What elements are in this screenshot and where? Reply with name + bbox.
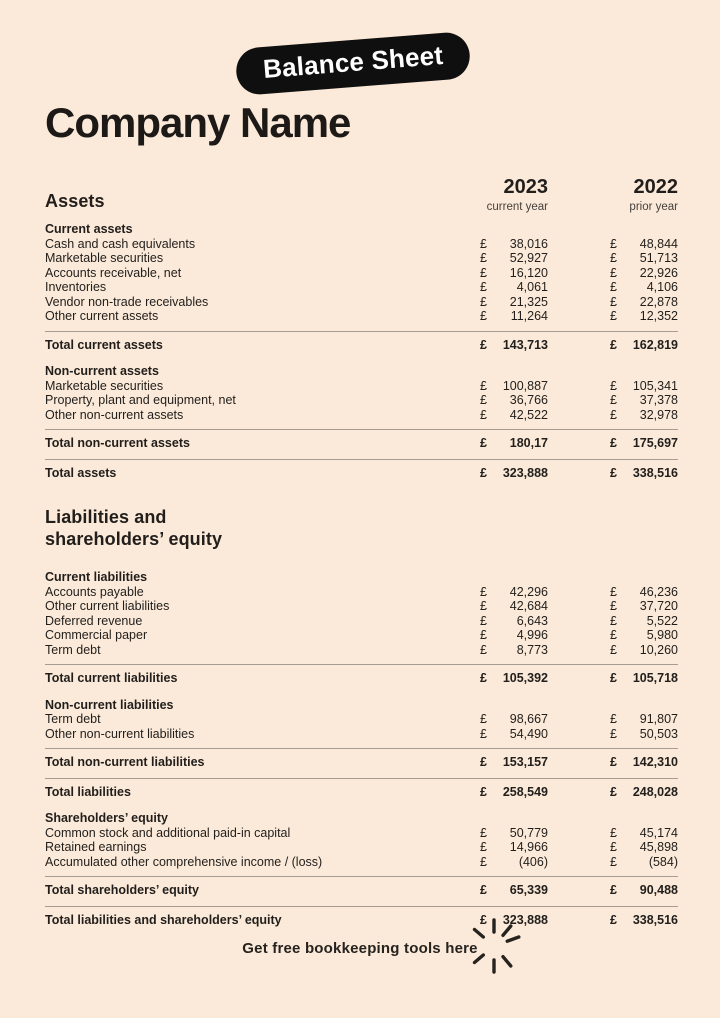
total-row bbox=[45, 331, 678, 354]
line-item-row bbox=[45, 727, 678, 742]
value-current-year bbox=[480, 840, 548, 855]
liabilities-equity-section bbox=[45, 506, 678, 928]
currency-symbol: £ bbox=[480, 613, 487, 628]
group-header: Shareholders’ equity bbox=[45, 811, 168, 825]
line-item-label: Accumulated other comprehensive income / (loss) bbox=[45, 854, 323, 869]
total-label: Total liabilities bbox=[45, 784, 131, 799]
currency-symbol: £ bbox=[480, 436, 487, 450]
statement-body bbox=[45, 176, 678, 928]
amount: 8,773 bbox=[516, 642, 548, 657]
prior-year-sublabel: prior year bbox=[629, 201, 678, 213]
value-current-year bbox=[480, 466, 548, 481]
currency-symbol: £ bbox=[610, 628, 617, 642]
line-item-row bbox=[45, 266, 678, 281]
group-header: Current liabilities bbox=[45, 570, 148, 584]
total-row bbox=[45, 429, 678, 452]
value-prior-year bbox=[610, 338, 678, 353]
currency-symbol: £ bbox=[480, 407, 487, 422]
group-header: Non-current assets bbox=[45, 364, 159, 378]
section-title-liabilities bbox=[45, 506, 678, 551]
currency-symbol: £ bbox=[480, 628, 487, 642]
amount: 21,325 bbox=[509, 294, 548, 309]
amount: 42,296 bbox=[509, 584, 548, 599]
line-item-label: Inventories bbox=[45, 280, 107, 294]
amount: 90,488 bbox=[639, 883, 678, 897]
group-header: Non-current liabilities bbox=[45, 697, 174, 712]
value-prior-year bbox=[610, 727, 678, 742]
currency-symbol: £ bbox=[610, 337, 617, 352]
value-prior-year bbox=[610, 466, 678, 481]
currency-symbol: £ bbox=[480, 825, 487, 840]
amount: 338,516 bbox=[632, 912, 678, 927]
currency-symbol: £ bbox=[480, 854, 487, 869]
currency-symbol: £ bbox=[610, 294, 617, 309]
amount: 37,720 bbox=[639, 599, 678, 613]
value-prior-year bbox=[610, 712, 678, 727]
amount: 52,927 bbox=[509, 251, 548, 265]
value-current-year bbox=[480, 855, 548, 870]
amount: 323,888 bbox=[502, 912, 548, 927]
value-current-year bbox=[480, 614, 548, 629]
total-label: Total current liabilities bbox=[45, 671, 178, 685]
total-label: Total assets bbox=[45, 465, 117, 480]
value-prior-year bbox=[610, 309, 678, 324]
currency-symbol: £ bbox=[610, 912, 617, 927]
assets-section bbox=[45, 176, 678, 481]
value-current-year bbox=[480, 408, 548, 423]
currency-symbol: £ bbox=[610, 436, 617, 450]
value-prior-year bbox=[610, 237, 678, 252]
value-prior-year bbox=[610, 755, 678, 770]
value-prior-year bbox=[610, 913, 678, 928]
currency-symbol: £ bbox=[610, 712, 617, 726]
line-item-row bbox=[45, 280, 678, 295]
current-year-sublabel: current year bbox=[486, 201, 548, 213]
amount: 37,378 bbox=[639, 393, 678, 407]
line-item-label: Accounts receivable, net bbox=[45, 265, 182, 280]
currency-symbol: £ bbox=[480, 280, 487, 294]
badge-label: Balance Sheet bbox=[261, 39, 445, 85]
currency-symbol: £ bbox=[610, 599, 617, 613]
total-label: Total non-current liabilities bbox=[45, 755, 205, 769]
value-prior-year bbox=[610, 251, 678, 266]
amount: 105,341 bbox=[632, 378, 678, 393]
value-current-year bbox=[480, 266, 548, 281]
amount: 4,061 bbox=[516, 280, 548, 294]
currency-symbol: £ bbox=[610, 854, 617, 869]
line-item-row bbox=[45, 393, 678, 408]
currency-symbol: £ bbox=[610, 236, 617, 251]
balance-sheet-badge bbox=[235, 31, 472, 96]
currency-symbol: £ bbox=[480, 465, 487, 480]
value-current-year bbox=[480, 280, 548, 295]
amount: 4,996 bbox=[516, 628, 548, 642]
value-current-year bbox=[480, 785, 548, 800]
value-prior-year bbox=[610, 628, 678, 643]
line-item-label: Other current liabilities bbox=[45, 599, 170, 613]
amount: 5,980 bbox=[646, 628, 678, 642]
line-item-row bbox=[45, 309, 678, 324]
amount: 338,516 bbox=[632, 465, 678, 480]
line-item-row bbox=[45, 712, 678, 727]
currency-symbol: £ bbox=[610, 378, 617, 393]
amount: 175,697 bbox=[632, 436, 678, 450]
currency-symbol: £ bbox=[610, 465, 617, 480]
line-item-label: Common stock and additional paid-in capital bbox=[45, 825, 291, 840]
amount: 32,978 bbox=[639, 407, 678, 422]
currency-symbol: £ bbox=[480, 265, 487, 280]
value-current-year bbox=[480, 436, 548, 451]
value-prior-year bbox=[610, 855, 678, 870]
amount: 180,17 bbox=[509, 436, 548, 450]
value-prior-year bbox=[610, 280, 678, 295]
year-2023-label: 2023 bbox=[503, 176, 548, 198]
company-name-title: Company Name bbox=[45, 99, 351, 146]
currency-symbol: £ bbox=[480, 840, 487, 854]
section-title-assets: Assets bbox=[45, 191, 105, 211]
value-prior-year bbox=[610, 585, 678, 600]
year-2022-label: 2022 bbox=[633, 176, 678, 198]
line-item-label: Accounts payable bbox=[45, 584, 144, 599]
amount: 258,549 bbox=[502, 784, 548, 799]
line-item-row bbox=[45, 379, 678, 394]
value-current-year bbox=[480, 585, 548, 600]
amount: 10,260 bbox=[639, 642, 678, 657]
value-prior-year bbox=[610, 295, 678, 310]
amount: 142,310 bbox=[632, 755, 678, 769]
currency-symbol: £ bbox=[480, 309, 487, 323]
amount: 42,522 bbox=[509, 407, 548, 422]
footer-cta-link[interactable]: Get free bookkeeping tools here bbox=[242, 940, 478, 957]
value-prior-year bbox=[610, 826, 678, 841]
line-item-row bbox=[45, 408, 678, 423]
currency-symbol: £ bbox=[480, 251, 487, 265]
amount: 16,120 bbox=[509, 265, 548, 280]
amount: 323,888 bbox=[502, 465, 548, 480]
amount: 100,887 bbox=[502, 378, 548, 393]
assets-section-header bbox=[45, 176, 678, 213]
assets-rows bbox=[45, 222, 678, 481]
total-row bbox=[45, 778, 678, 801]
amount: 98,667 bbox=[509, 712, 548, 726]
value-current-year bbox=[480, 393, 548, 408]
value-current-year bbox=[480, 251, 548, 266]
currency-symbol: £ bbox=[610, 613, 617, 628]
currency-symbol: £ bbox=[610, 825, 617, 840]
column-header-current-year bbox=[480, 176, 548, 213]
amount: 50,503 bbox=[639, 726, 678, 741]
value-current-year bbox=[480, 379, 548, 394]
amount: 5,522 bbox=[646, 613, 678, 628]
value-current-year bbox=[480, 295, 548, 310]
currency-symbol: £ bbox=[480, 236, 487, 251]
amount: 162,819 bbox=[632, 337, 678, 352]
line-item-label: Other current assets bbox=[45, 309, 159, 323]
line-item-label: Deferred revenue bbox=[45, 613, 143, 628]
amount: 38,016 bbox=[509, 236, 548, 251]
currency-symbol: £ bbox=[480, 912, 487, 927]
line-item-label: Property, plant and equipment, net bbox=[45, 393, 236, 407]
column-header-prior-year bbox=[610, 176, 678, 213]
line-item-label: Other non-current liabilities bbox=[45, 726, 195, 741]
value-current-year bbox=[480, 237, 548, 252]
currency-symbol: £ bbox=[480, 712, 487, 726]
currency-symbol: £ bbox=[610, 251, 617, 265]
value-prior-year bbox=[610, 266, 678, 281]
value-current-year bbox=[480, 755, 548, 770]
amount: 45,898 bbox=[639, 840, 678, 854]
liabilities-equity-rows bbox=[45, 570, 678, 928]
total-label: Total liabilities and shareholders’ equity bbox=[45, 912, 282, 927]
total-row bbox=[45, 664, 678, 687]
value-current-year bbox=[480, 309, 548, 324]
value-current-year bbox=[480, 883, 548, 898]
amount: 6,643 bbox=[516, 613, 548, 628]
value-current-year bbox=[480, 826, 548, 841]
amount: 22,878 bbox=[639, 294, 678, 309]
amount: 36,766 bbox=[509, 393, 548, 407]
value-prior-year bbox=[610, 840, 678, 855]
currency-symbol: £ bbox=[480, 883, 487, 897]
currency-symbol: £ bbox=[610, 726, 617, 741]
amount: (406) bbox=[518, 854, 548, 869]
value-current-year bbox=[480, 599, 548, 614]
section-title-line-1: Liabilities and bbox=[45, 507, 167, 527]
amount: 105,392 bbox=[502, 671, 548, 685]
total-row bbox=[45, 748, 678, 771]
currency-symbol: £ bbox=[480, 378, 487, 393]
value-prior-year bbox=[610, 614, 678, 629]
value-prior-year bbox=[610, 883, 678, 898]
amount: 46,236 bbox=[639, 584, 678, 599]
total-row bbox=[45, 459, 678, 482]
currency-symbol: £ bbox=[480, 784, 487, 799]
currency-symbol: £ bbox=[480, 642, 487, 657]
line-item-row bbox=[45, 628, 678, 643]
line-item-row bbox=[45, 237, 678, 252]
line-item-row bbox=[45, 251, 678, 266]
currency-symbol: £ bbox=[480, 755, 487, 769]
liabilities-section-header bbox=[45, 506, 678, 551]
currency-symbol: £ bbox=[480, 599, 487, 613]
amount: 4,106 bbox=[646, 280, 678, 294]
line-item-row bbox=[45, 614, 678, 629]
footer bbox=[0, 940, 720, 958]
line-item-label: Commercial paper bbox=[45, 628, 148, 642]
amount: 12,352 bbox=[639, 309, 678, 323]
currency-symbol: £ bbox=[480, 584, 487, 599]
value-current-year bbox=[480, 338, 548, 353]
value-prior-year bbox=[610, 643, 678, 658]
value-current-year bbox=[480, 628, 548, 643]
currency-symbol: £ bbox=[610, 671, 617, 685]
value-current-year bbox=[480, 671, 548, 686]
currency-symbol: £ bbox=[480, 671, 487, 685]
amount: 91,807 bbox=[639, 712, 678, 726]
amount: 22,926 bbox=[639, 265, 678, 280]
line-item-row bbox=[45, 599, 678, 614]
value-current-year bbox=[480, 643, 548, 658]
line-item-label: Term debt bbox=[45, 712, 101, 726]
currency-symbol: £ bbox=[610, 265, 617, 280]
value-prior-year bbox=[610, 785, 678, 800]
total-label: Total shareholders’ equity bbox=[45, 883, 199, 897]
value-prior-year bbox=[610, 599, 678, 614]
total-row bbox=[45, 906, 678, 929]
value-prior-year bbox=[610, 379, 678, 394]
line-item-row bbox=[45, 585, 678, 600]
value-prior-year bbox=[610, 436, 678, 451]
amount: 45,174 bbox=[639, 825, 678, 840]
currency-symbol: £ bbox=[610, 642, 617, 657]
line-item-label: Cash and cash equivalents bbox=[45, 236, 196, 251]
line-item-label: Marketable securities bbox=[45, 378, 164, 393]
amount: 42,684 bbox=[509, 599, 548, 613]
currency-symbol: £ bbox=[480, 393, 487, 407]
currency-symbol: £ bbox=[610, 840, 617, 854]
currency-symbol: £ bbox=[480, 337, 487, 352]
group-header: Current assets bbox=[45, 222, 133, 236]
line-item-row bbox=[45, 840, 678, 855]
amount: (584) bbox=[648, 854, 678, 869]
amount: 14,966 bbox=[509, 840, 548, 854]
total-label: Total non-current assets bbox=[45, 436, 190, 450]
amount: 48,844 bbox=[639, 236, 678, 251]
sparkle-burst-icon bbox=[464, 916, 524, 976]
currency-symbol: £ bbox=[610, 280, 617, 294]
amount: 54,490 bbox=[509, 726, 548, 741]
line-item-row bbox=[45, 826, 678, 841]
currency-symbol: £ bbox=[610, 883, 617, 897]
line-item-row bbox=[45, 855, 678, 870]
value-prior-year bbox=[610, 393, 678, 408]
amount: 65,339 bbox=[509, 883, 548, 897]
total-label: Total current assets bbox=[45, 337, 163, 352]
currency-symbol: £ bbox=[610, 309, 617, 323]
amount: 143,713 bbox=[502, 337, 548, 352]
value-current-year bbox=[480, 712, 548, 727]
currency-symbol: £ bbox=[480, 294, 487, 309]
currency-symbol: £ bbox=[610, 784, 617, 799]
currency-symbol: £ bbox=[480, 726, 487, 741]
amount: 51,713 bbox=[639, 251, 678, 265]
line-item-row bbox=[45, 295, 678, 310]
line-item-label: Other non-current assets bbox=[45, 407, 184, 422]
currency-symbol: £ bbox=[610, 393, 617, 407]
section-title-line-2: shareholders’ equity bbox=[45, 529, 223, 549]
line-item-label: Vendor non-trade receivables bbox=[45, 294, 209, 309]
amount: 11,264 bbox=[510, 309, 548, 323]
amount: 50,779 bbox=[509, 825, 548, 840]
line-item-row bbox=[45, 643, 678, 658]
value-prior-year bbox=[610, 408, 678, 423]
value-current-year bbox=[480, 727, 548, 742]
line-item-label: Term debt bbox=[45, 642, 101, 657]
amount: 153,157 bbox=[502, 755, 548, 769]
line-item-label: Marketable securities bbox=[45, 251, 164, 265]
total-row bbox=[45, 876, 678, 899]
currency-symbol: £ bbox=[610, 755, 617, 769]
currency-symbol: £ bbox=[610, 407, 617, 422]
currency-symbol: £ bbox=[610, 584, 617, 599]
amount: 105,718 bbox=[632, 671, 678, 685]
amount: 248,028 bbox=[632, 784, 678, 799]
line-item-label: Retained earnings bbox=[45, 840, 147, 854]
value-prior-year bbox=[610, 671, 678, 686]
